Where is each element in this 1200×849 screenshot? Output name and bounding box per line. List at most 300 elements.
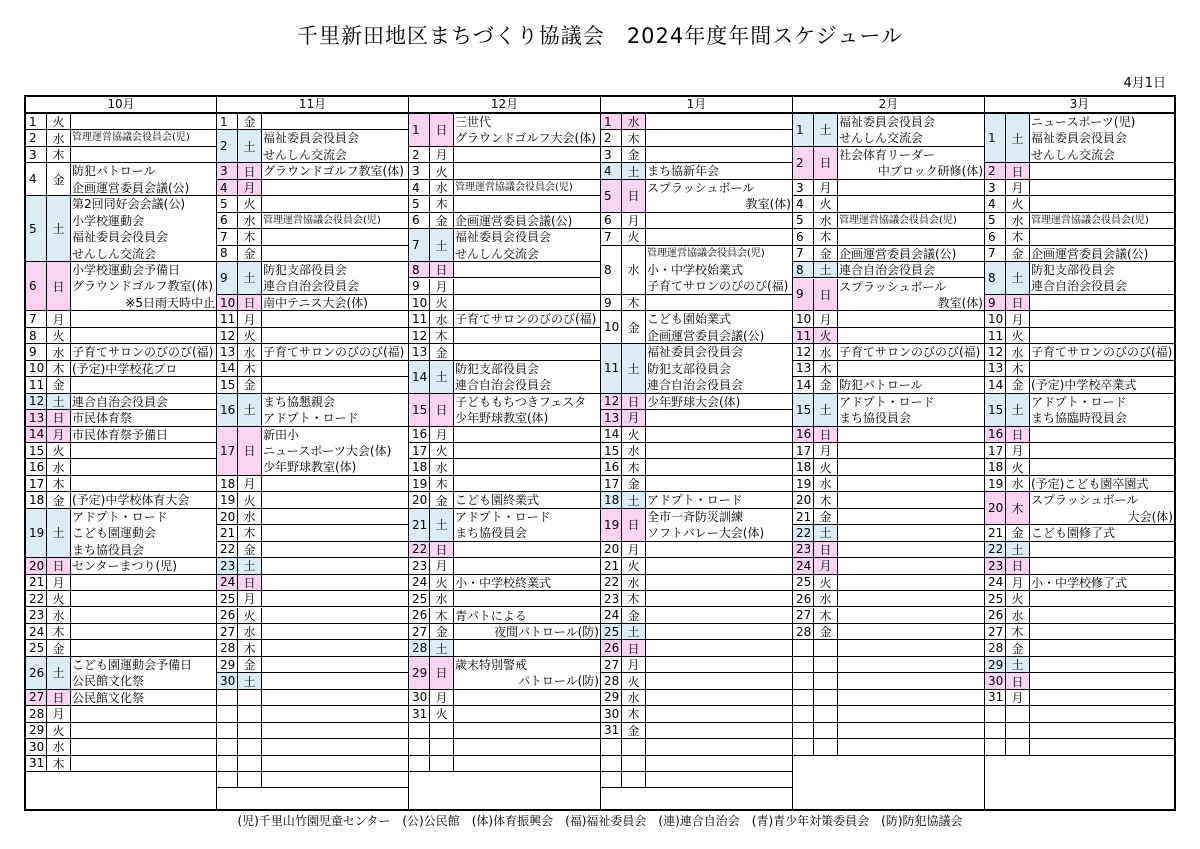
event-text: 市民体育祭予備日 <box>72 427 169 442</box>
day-number <box>217 756 238 771</box>
day-row <box>601 624 792 640</box>
day-number: 21 <box>409 509 430 541</box>
day-number: 17 <box>601 476 622 491</box>
event-text: アドプト・ロード <box>647 493 743 508</box>
day-row <box>26 443 216 459</box>
day-row <box>26 608 216 624</box>
weekday: 日 <box>238 427 262 475</box>
event-cell <box>70 591 216 606</box>
day-row <box>409 295 600 311</box>
day-row <box>409 492 600 508</box>
day-number: 21 <box>217 525 238 540</box>
day-number <box>793 739 814 754</box>
event-cell <box>70 328 216 343</box>
event-text: こども園運動会 <box>72 526 157 541</box>
day-number: 14 <box>793 377 814 392</box>
event-cell <box>453 394 600 426</box>
event-text: 防犯パトロール <box>839 378 923 393</box>
event-text: 少年野球教室(体) <box>263 460 357 475</box>
day-row <box>26 427 216 443</box>
day-number: 30 <box>217 673 238 688</box>
weekday: 木 <box>814 361 838 376</box>
month-column <box>24 95 216 811</box>
day-number: 6 <box>26 262 47 310</box>
event-cell <box>837 608 984 623</box>
day-number: 14 <box>217 361 238 376</box>
day-row <box>217 361 408 377</box>
weekday: 水 <box>622 443 646 458</box>
weekday: 木 <box>814 492 838 507</box>
weekday: 火 <box>238 328 262 343</box>
weekday: 木 <box>47 756 71 771</box>
day-number: 31 <box>26 756 47 771</box>
day-row <box>793 509 984 525</box>
day-row <box>985 344 1174 360</box>
weekday: 日 <box>47 262 71 310</box>
event-cell <box>645 772 792 787</box>
event-cell <box>837 180 984 195</box>
event-cell <box>1029 213 1174 228</box>
event-cell <box>837 279 984 311</box>
weekday: 火 <box>1006 591 1030 606</box>
event-cell <box>1029 377 1174 392</box>
weekday: 木 <box>622 706 646 721</box>
event-cell <box>70 624 216 639</box>
day-number: 18 <box>217 476 238 491</box>
weekday: 日 <box>47 690 71 705</box>
day-number: 8 <box>793 262 814 277</box>
event-cell <box>261 509 408 524</box>
day-row <box>985 295 1174 311</box>
event-cell <box>1029 476 1174 491</box>
day-row <box>601 130 792 146</box>
event-cell <box>261 640 408 655</box>
weekday: 金 <box>622 723 646 738</box>
event-cell <box>645 723 792 738</box>
weekday: 火 <box>430 163 454 178</box>
weekday: 水 <box>430 311 454 326</box>
day-number: 23 <box>217 558 238 573</box>
day-number: 11 <box>26 377 47 392</box>
month-column <box>984 95 1176 811</box>
event-cell <box>1029 739 1174 754</box>
day-number: 6 <box>601 213 622 228</box>
event-cell <box>1029 575 1174 590</box>
event-cell <box>70 114 216 129</box>
day-number <box>793 640 814 655</box>
day-row <box>217 344 408 360</box>
day-row <box>793 558 984 574</box>
day-row <box>409 163 600 179</box>
event-cell <box>70 558 216 573</box>
weekday: 水 <box>622 690 646 705</box>
event-cell <box>261 328 408 343</box>
event-cell <box>70 756 216 771</box>
weekday: 土 <box>238 130 262 162</box>
event-cell <box>837 575 984 590</box>
day-row <box>217 723 408 739</box>
day-row <box>793 624 984 640</box>
day-number: 5 <box>793 213 814 228</box>
day-row <box>26 163 216 196</box>
weekday: 金 <box>814 246 838 261</box>
day-row <box>409 344 600 360</box>
day-row <box>793 459 984 475</box>
event-text: 防犯支部役員会 <box>455 361 540 376</box>
day-number: 17 <box>409 443 430 458</box>
event-cell <box>70 459 216 474</box>
weekday: 水 <box>814 213 838 228</box>
day-row <box>409 311 600 327</box>
day-number: 29 <box>26 723 47 738</box>
day-row <box>217 213 408 229</box>
day-row <box>985 673 1174 689</box>
weekday: 水 <box>1006 344 1030 359</box>
day-number <box>985 723 1006 738</box>
day-number: 26 <box>985 608 1006 623</box>
event-cell <box>453 657 600 689</box>
weekday: 日 <box>238 163 262 178</box>
day-row <box>26 328 216 344</box>
event-cell <box>70 163 216 195</box>
event-cell <box>1029 443 1174 458</box>
day-number: 14 <box>601 427 622 442</box>
day-number: 11 <box>793 328 814 343</box>
weekday: 月 <box>238 180 262 195</box>
day-row <box>217 427 408 476</box>
day-row <box>217 377 408 393</box>
event-text: グラウンドゴルフ教室(体) <box>263 164 404 179</box>
day-row <box>409 180 600 196</box>
weekday: 水 <box>430 459 454 474</box>
event-cell <box>261 690 408 705</box>
event-text: 子育てサロンのびのび(福) <box>263 345 405 360</box>
day-row <box>793 443 984 459</box>
weekday: 水 <box>814 591 838 606</box>
day-number: 10 <box>409 295 430 310</box>
event-text: アドプト・ロード <box>1031 394 1127 409</box>
event-cell <box>837 640 984 655</box>
day-number: 18 <box>985 459 1006 474</box>
day-row <box>601 213 792 229</box>
day-row <box>601 114 792 130</box>
weekday: 日 <box>1006 427 1030 442</box>
day-row <box>26 575 216 591</box>
weekday: 水 <box>1006 213 1030 228</box>
weekday: 土 <box>814 525 838 540</box>
day-number: 26 <box>793 591 814 606</box>
event-cell <box>1029 542 1174 557</box>
weekday: 土 <box>1006 657 1030 672</box>
month-header: 11月 <box>217 97 408 114</box>
month-header: 1月 <box>601 97 792 114</box>
event-text: ※5日雨天時中止 <box>125 295 215 310</box>
month-header: 2月 <box>793 97 984 114</box>
event-cell <box>837 427 984 442</box>
day-number: 15 <box>601 443 622 458</box>
event-cell <box>1029 723 1174 738</box>
event-cell <box>837 394 984 426</box>
day-row <box>793 344 984 360</box>
event-cell <box>645 311 792 343</box>
weekday: 月 <box>814 558 838 573</box>
weekday: 土 <box>238 262 262 294</box>
event-cell <box>453 690 600 705</box>
event-text: 夜間パトロール(防) <box>494 624 599 639</box>
event-cell <box>453 361 600 393</box>
event-cell <box>453 328 600 343</box>
weekday: 日 <box>814 427 838 442</box>
day-row <box>793 476 984 492</box>
day-row <box>601 229 792 245</box>
day-number: 10 <box>985 311 1006 326</box>
event-cell <box>453 459 600 474</box>
weekday: 木 <box>47 476 71 491</box>
day-row <box>793 377 984 393</box>
event-cell <box>453 295 600 310</box>
weekday <box>622 756 646 771</box>
day-row <box>409 196 600 212</box>
event-cell <box>1029 229 1174 244</box>
weekday: 月 <box>622 410 646 425</box>
weekday: 月 <box>238 311 262 326</box>
event-cell <box>70 723 216 738</box>
day-row <box>985 624 1174 640</box>
event-cell <box>1029 163 1174 178</box>
weekday: 水 <box>47 739 71 754</box>
day-row <box>26 311 216 327</box>
day-number: 12 <box>409 328 430 343</box>
day-number: 5 <box>217 196 238 211</box>
weekday: 日 <box>430 394 454 426</box>
event-cell <box>837 229 984 244</box>
event-cell <box>837 558 984 573</box>
event-cell <box>837 525 984 540</box>
event-text: 企画運営委員会議(公) <box>1031 246 1149 261</box>
event-text: 連合自治会役員会 <box>839 263 936 278</box>
weekday: 水 <box>238 509 262 524</box>
event-text: 企画運営委員会議(公) <box>647 328 765 343</box>
day-number: 10 <box>217 295 238 310</box>
event-cell <box>70 640 216 655</box>
day-row <box>985 591 1174 607</box>
day-number: 15 <box>217 377 238 392</box>
event-text: 福祉委員会役員会 <box>839 115 936 129</box>
day-row <box>26 196 216 262</box>
day-number: 26 <box>409 608 430 623</box>
day-number: 10 <box>601 311 622 343</box>
day-number: 14 <box>985 377 1006 392</box>
event-text: 社会体育リーダー <box>839 147 936 162</box>
event-text: 福祉委員会役員会 <box>455 230 552 245</box>
event-cell <box>261 492 408 507</box>
event-text: 子どももちつきフェスタ <box>455 394 587 409</box>
day-number: 29 <box>985 657 1006 672</box>
day-number: 12 <box>217 328 238 343</box>
weekday <box>814 739 838 754</box>
event-cell <box>261 772 408 787</box>
weekday: 木 <box>238 525 262 540</box>
event-text: 子育てサロンのびのび(福) <box>72 345 214 360</box>
event-cell <box>261 311 408 326</box>
weekday: 日 <box>1006 295 1030 310</box>
day-number: 11 <box>985 328 1006 343</box>
day-number: 8 <box>26 328 47 343</box>
weekday <box>238 772 262 787</box>
event-cell <box>1029 427 1174 442</box>
day-number <box>409 739 430 754</box>
weekday: 火 <box>238 196 262 211</box>
weekday: 金 <box>238 246 262 261</box>
event-cell <box>1029 361 1174 376</box>
day-number: 22 <box>409 542 430 557</box>
event-text: 子育てサロンのびのび(福) <box>1031 345 1173 360</box>
day-number: 15 <box>26 443 47 458</box>
weekday: 土 <box>47 657 71 689</box>
day-number: 25 <box>793 575 814 590</box>
weekday: 月 <box>47 311 71 326</box>
event-cell <box>645 575 792 590</box>
event-text: まち協臨時役員会 <box>1031 411 1128 426</box>
day-row <box>793 706 984 722</box>
day-row <box>26 344 216 360</box>
day-row <box>985 361 1174 377</box>
day-number: 7 <box>409 229 430 261</box>
event-text: 連合自治会役員会 <box>647 378 744 393</box>
weekday: 土 <box>622 624 646 639</box>
day-row <box>409 394 600 427</box>
day-number: 11 <box>601 344 622 392</box>
day-number: 22 <box>985 542 1006 557</box>
weekday: 月 <box>1006 311 1030 326</box>
event-cell <box>837 147 984 179</box>
event-cell <box>70 361 216 376</box>
day-row <box>217 673 408 689</box>
event-cell <box>70 706 216 721</box>
weekday: 日 <box>238 295 262 310</box>
event-cell <box>70 344 216 359</box>
event-text: センターまつり(児) <box>72 559 177 574</box>
day-number: 31 <box>409 706 430 721</box>
day-row <box>217 558 408 574</box>
event-cell <box>453 640 600 655</box>
event-cell <box>837 361 984 376</box>
day-row <box>217 575 408 591</box>
day-row <box>26 394 216 410</box>
day-row <box>217 706 408 722</box>
day-row <box>217 772 408 788</box>
weekday: 木 <box>238 229 262 244</box>
event-cell <box>261 130 408 162</box>
weekday: 水 <box>47 459 71 474</box>
event-cell <box>261 542 408 557</box>
weekday: 月 <box>814 443 838 458</box>
weekday: 日 <box>430 542 454 557</box>
weekday: 金 <box>1006 377 1030 392</box>
day-row <box>601 427 792 443</box>
day-number: 9 <box>26 344 47 359</box>
event-text: 教室(体) <box>745 197 791 212</box>
event-cell <box>70 690 216 705</box>
event-text: 管理運営協議会役員会(児) <box>72 132 190 144</box>
event-cell <box>645 295 792 310</box>
weekday: 木 <box>430 476 454 491</box>
event-cell <box>837 328 984 343</box>
day-number: 27 <box>26 690 47 705</box>
weekday: 水 <box>622 114 646 129</box>
day-number: 5 <box>985 213 1006 228</box>
day-number: 27 <box>985 624 1006 639</box>
event-cell <box>261 608 408 623</box>
weekday: 土 <box>47 394 71 409</box>
event-cell <box>645 459 792 474</box>
day-row <box>409 459 600 475</box>
day-number: 8 <box>985 262 1006 294</box>
day-row <box>985 377 1174 393</box>
day-row <box>601 558 792 574</box>
event-cell <box>261 163 408 178</box>
month-column <box>792 95 984 811</box>
day-row <box>409 591 600 607</box>
day-number: 22 <box>217 542 238 557</box>
day-number: 4 <box>217 180 238 195</box>
day-number: 27 <box>409 624 430 639</box>
weekday: 金 <box>238 377 262 392</box>
day-number: 18 <box>26 492 47 507</box>
day-row <box>985 476 1174 492</box>
day-row <box>409 723 600 739</box>
day-number: 27 <box>601 657 622 672</box>
weekday: 月 <box>47 575 71 590</box>
weekday <box>430 756 454 771</box>
event-cell <box>837 459 984 474</box>
day-number <box>601 772 622 787</box>
day-row <box>985 311 1174 327</box>
event-text: 公民館文化祭 <box>72 690 145 705</box>
weekday <box>814 673 838 688</box>
day-row <box>217 591 408 607</box>
weekday: 木 <box>430 608 454 623</box>
weekday: 土 <box>1006 114 1030 162</box>
event-cell <box>1029 196 1174 211</box>
day-number: 7 <box>793 246 814 261</box>
event-cell <box>645 640 792 655</box>
event-text: 管理運営協議会役員会(児) <box>1031 214 1149 226</box>
day-row <box>985 575 1174 591</box>
weekday: 金 <box>430 492 454 507</box>
event-cell <box>70 657 216 689</box>
day-row <box>985 180 1174 196</box>
event-text: 少年野球大会(体) <box>647 394 741 409</box>
weekday: 水 <box>238 213 262 228</box>
event-cell <box>1029 624 1174 639</box>
weekday: 日 <box>814 542 838 557</box>
weekday: 土 <box>47 509 71 557</box>
day-number <box>409 723 430 738</box>
day-row <box>409 739 600 755</box>
day-number: 1 <box>601 114 622 129</box>
event-text: こども園修了式 <box>1031 526 1116 541</box>
event-cell <box>837 624 984 639</box>
day-number <box>793 673 814 688</box>
day-number: 25 <box>217 591 238 606</box>
event-text: スプラッシュボール <box>1031 493 1139 508</box>
day-number: 18 <box>601 492 622 507</box>
event-cell <box>645 427 792 442</box>
event-text: 教室(体) <box>937 295 983 310</box>
day-number: 2 <box>217 130 238 162</box>
event-cell <box>453 344 600 359</box>
